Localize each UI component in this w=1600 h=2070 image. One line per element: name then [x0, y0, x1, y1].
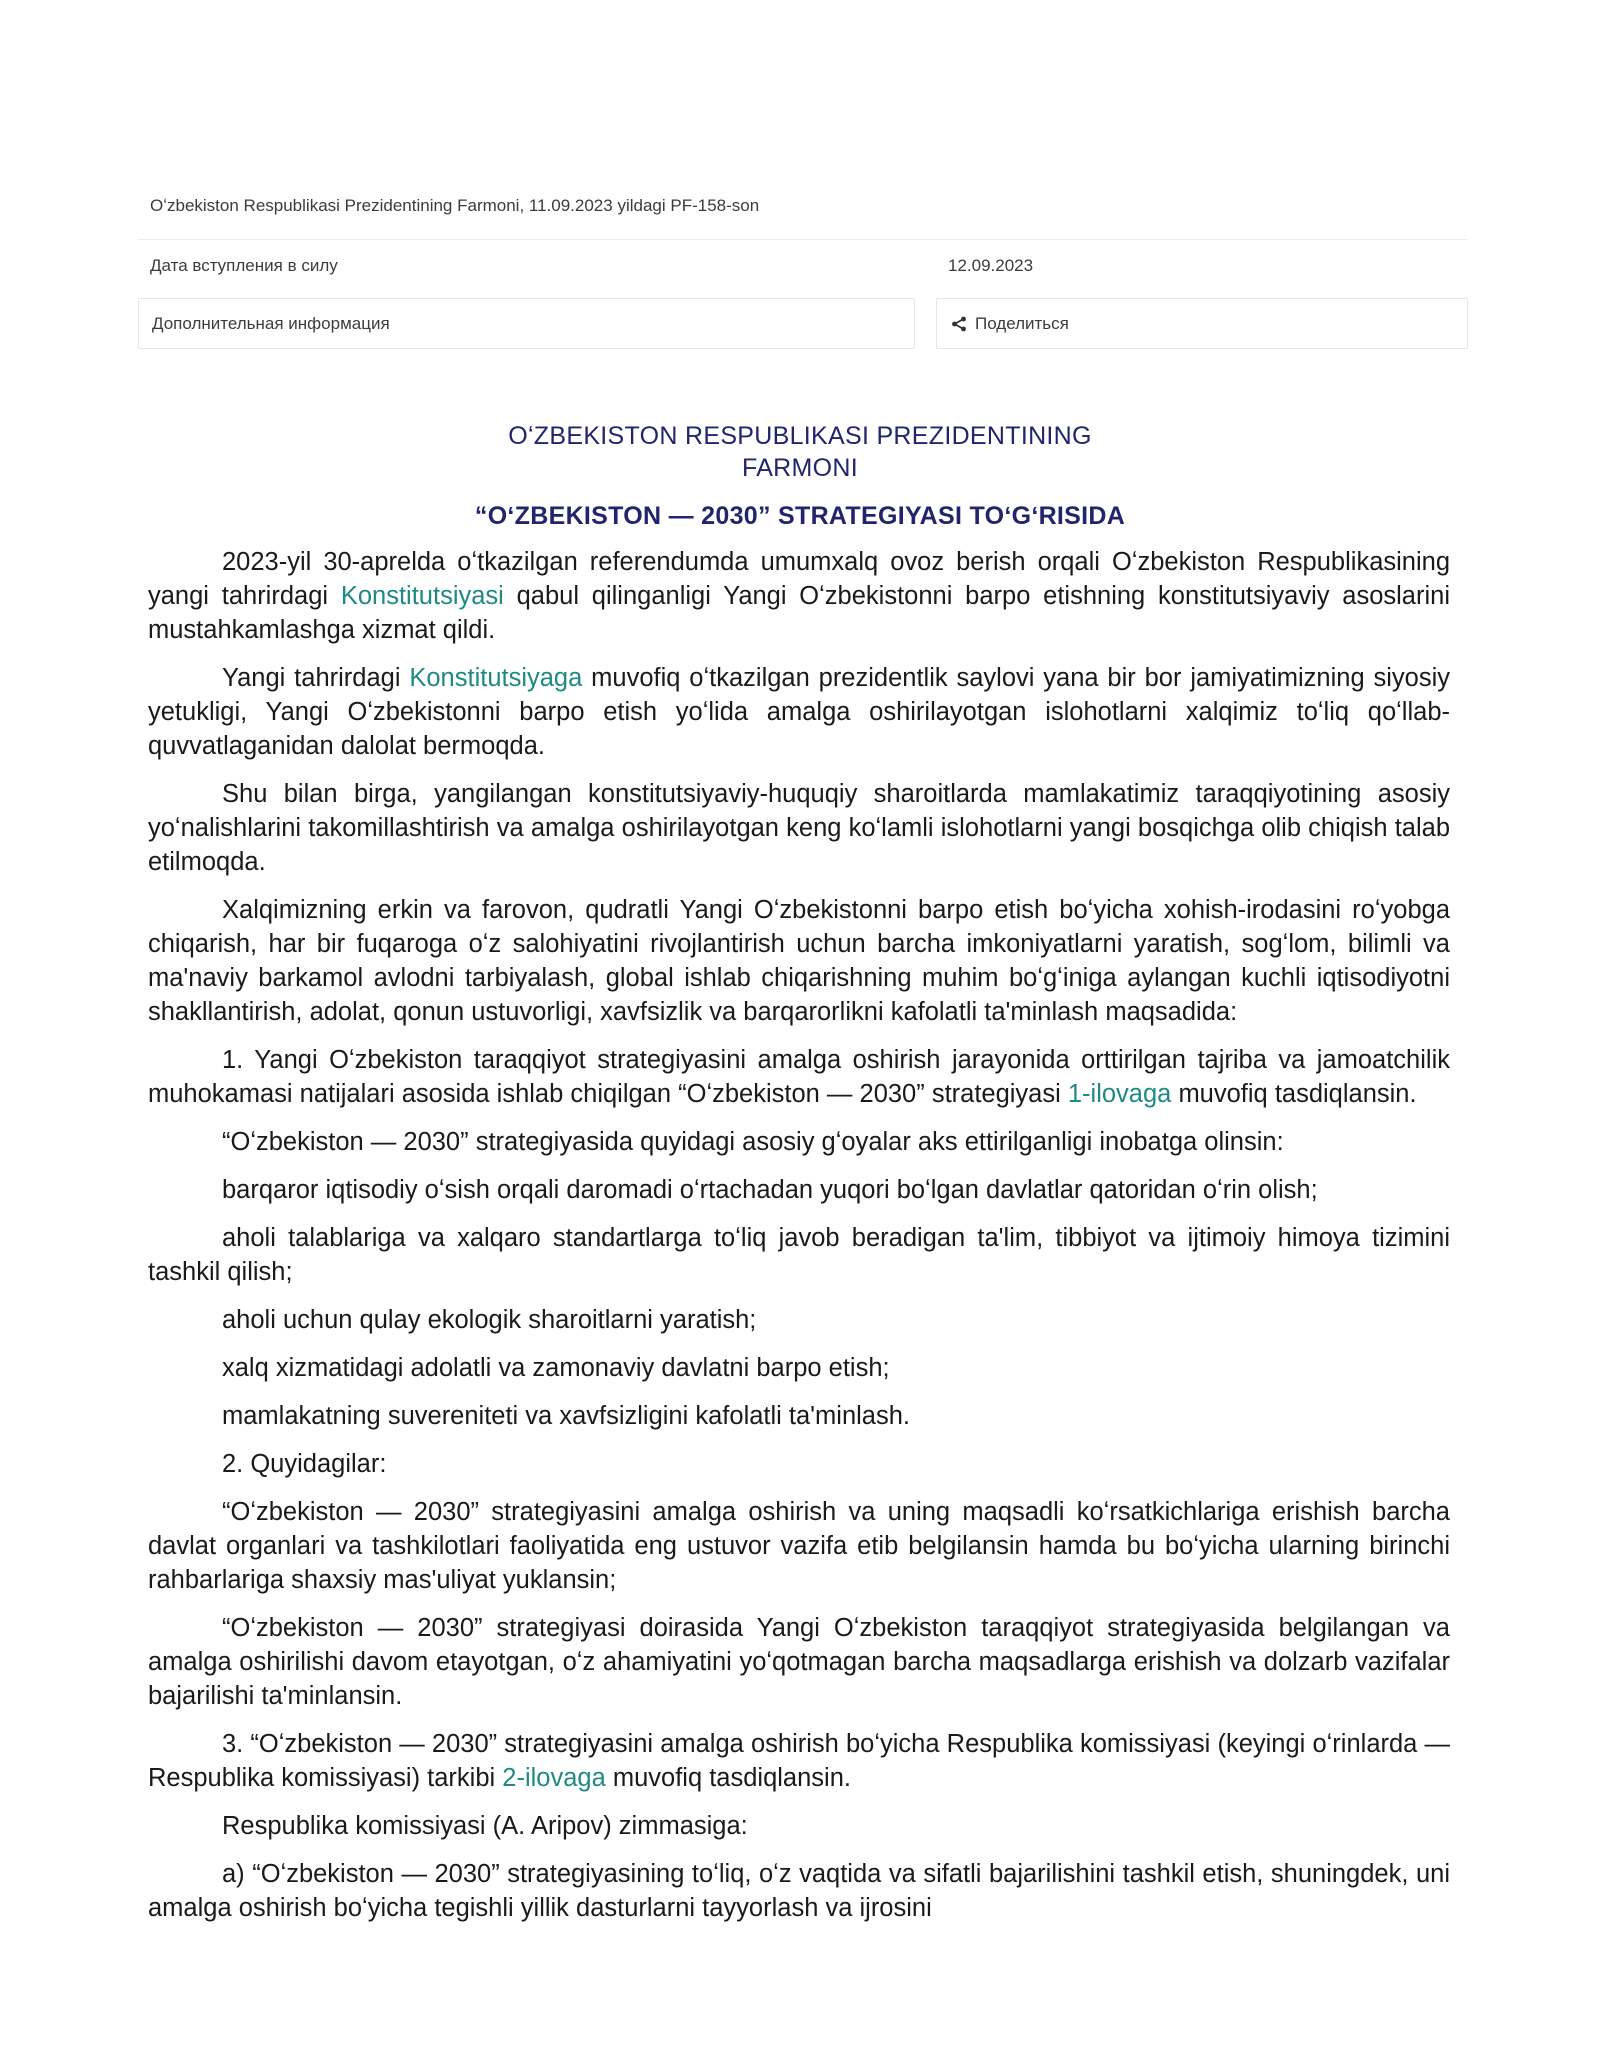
paragraph: Shu bilan birga, yangilangan konstitutsiyaviy-huquqiy sharoitlarda mamlakatimiz taraqqiyotining asosiy yoʻnalishlarini takomillashtirish va amalga oshirilayotgan keng koʻlamli islohotlarni yangi bosqichga olib chiqish talab etilmoqda. [148, 780, 1450, 876]
paragraph: barqaror iqtisodiy oʻsish orqali daromadi oʻrtachadan yuqori boʻlgan davlatlar qatoridan oʻrin olish; [222, 1176, 1318, 1204]
appendix-2-link[interactable]: 2-ilovaga [502, 1764, 606, 1792]
paragraph [148, 1727, 1450, 1795]
paragraph: “Oʻzbekiston — 2030” strategiyasini amalga oshirish va uning maqsadli koʻrsatkichlariga erishish barcha davlat organlari va tashkilotlari faoliyatida eng ustuvor vazifa etib belgilansin hamda bu boʻyicha ularning birinchi rahbarlariga shaxsiy mas'uliyat yuklansin; [148, 1498, 1450, 1594]
document-header [0, 420, 1600, 484]
share-icon [951, 316, 967, 332]
text-run: 3. “Oʻzbekiston — 2030” strategiyasini amalga oshirish boʻyicha Respublika komissiyasi (keyingi oʻrinlarda — Respublika komissiyasi) tarkibi [148, 1730, 1450, 1792]
appendix-1-link[interactable]: 1-ilovaga [1067, 1080, 1172, 1108]
paragraph: 2. Quyidagilar: [222, 1450, 387, 1478]
paragraph: a) “Oʻzbekiston — 2030” strategiyasining toʻliq, oʻz vaqtida va sifatli bajarilishini tashkil etish, shuningdek, uni amalga oshirish boʻyicha tegishli yillik dasturlarni tayyorlash va ijrosini [148, 1860, 1450, 1922]
text-run: 2023-yil 30-aprelda oʻtkazilgan referendumda umumxalq ovoz berish orqali Oʻzbekiston Respublikasining yangi tahrirdagi [148, 548, 1450, 610]
paragraph [148, 661, 1450, 763]
text-run: muvofiq tasdiqlansin. [605, 1764, 851, 1792]
text-run: muvofiq tasdiqlansin. [1171, 1080, 1417, 1108]
text-run: qabul qilinganligi Yangi Oʻzbekistonni barpo etishning konstitutsiyaviy asoslarini mustahkamlashga xizmat qildi. [148, 582, 1450, 644]
text-run: muvofiq oʻtkazilgan prezidentlik saylovi yana bir bor jamiyatimizning siyosiy yetukligi, Yangi Oʻzbekistonni barpo etish yoʻlida amalga oshirilayotgan islohotlarni xalqimiz toʻliq qoʻllab-quvvatlaganidan dalolat bermoqda. [148, 664, 1450, 760]
paragraph: Xalqimizning erkin va farovon, qudratli Yangi Oʻzbekistonni barpo etish boʻyicha xohish-irodasini roʻyobga chiqarish, har bir fuqaroga oʻz salohiyatini rivojlantirish uchun barcha imkoniyatlarni yaratish, sogʻlom, bilimli va ma'naviy barkamol avlodni tarbiyalash, global ishlab chiqarishning muhim boʻgʻiniga aylangan kuchli iqtisodiyotni shakllantirish, adolat, qonun ustuvorligi, xavfsizlik va barqarorlikni kafolatli ta'minlash maqsadida: [148, 896, 1450, 1026]
paragraph: “Oʻzbekiston — 2030” strategiyasi doirasida Yangi Oʻzbekiston taraqqiyot strategiyasida belgilangan va amalga oshirilishi davom etayotgan, oʻz ahamiyatini yoʻqotmagan barcha maqsadlarga erishish va dolzarb vazifalar bajarilishi ta'minlansin. [148, 1614, 1450, 1710]
text-run: 1. Yangi Oʻzbekiston taraqqiyot strategiyasini amalga oshirish jarayonida orttirilgan tajriba va jamoatchilik muhokamasi natijalari asosida ishlab chiqilgan “Oʻzbekiston — 2030” strategiyasi [148, 1046, 1450, 1108]
share-label: Поделиться [975, 313, 1069, 333]
meta-divider [138, 239, 1468, 240]
constitution-link[interactable]: Konstitutsiyaga [409, 664, 583, 692]
paragraph: mamlakatning suvereniteti va xavfsizligini kafolatli ta'minlash. [222, 1402, 911, 1430]
paragraph: xalq xizmatidagi adolatli va zamonaviy davlatni barpo etish; [222, 1354, 890, 1382]
additional-info-toggle[interactable] [138, 298, 915, 349]
document-title: “OʻZBEKISTON — 2030” STRATEGIYASI TOʻGʻRISIDA [474, 502, 1126, 530]
text-run: Yangi tahrirdagi [222, 664, 410, 692]
additional-info-label: Дополнительная информация [152, 313, 390, 333]
paragraph [148, 545, 1450, 647]
paragraph [148, 1043, 1450, 1111]
doc-reference: Oʻzbekiston Respublikasi Prezidentining Farmoni, 11.09.2023 yildagi PF-158-son [150, 196, 760, 215]
header-line-2: FARMONI [742, 454, 858, 482]
paragraph: “Oʻzbekiston — 2030” strategiyasida quyidagi asosiy gʻoyalar aks ettirilganligi inobatga olinsin: [222, 1128, 1284, 1156]
share-button[interactable] [936, 298, 1468, 349]
constitution-link[interactable]: Konstitutsiyasi [340, 582, 504, 610]
effective-date-label: Дата вступления в силу [150, 256, 338, 275]
paragraph: aholi talablariga va xalqaro standartlarga toʻliq javob beradigan ta'lim, tibbiyot va ijtimoiy himoya tizimini tashkil qilish; [148, 1224, 1450, 1286]
document-body [148, 545, 1450, 1939]
paragraph: aholi uchun qulay ekologik sharoitlarni yaratish; [222, 1306, 757, 1334]
effective-date-value: 12.09.2023 [948, 256, 1034, 275]
paragraph: Respublika komissiyasi (A. Aripov) zimmasiga: [222, 1812, 748, 1840]
header-line-1: OʻZBEKISTON RESPUBLIKASI PREZIDENTINING [508, 422, 1092, 450]
